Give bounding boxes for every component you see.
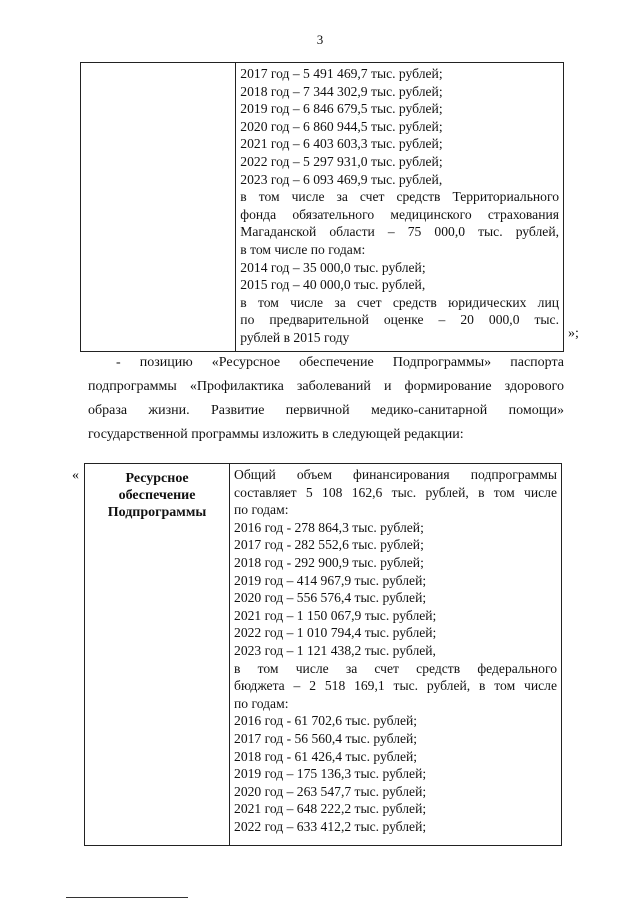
table-line: 2023 год – 6 093 469,9 тыс. рублей, (240, 171, 443, 187)
table-line: в том числе за счет средств Территориального (240, 189, 559, 205)
table-line: по предварительной оценке – 20 000,0 тыс. (240, 312, 559, 328)
table-line: 2021 год – 648 222,2 тыс. рублей; (234, 801, 427, 817)
table-line: по годам: (234, 695, 289, 711)
closing-quote: »; (568, 326, 579, 341)
funding-table-continued (80, 62, 564, 352)
table-line: 2022 год – 5 297 931,0 тыс. рублей; (240, 153, 443, 169)
heading-line: Подпрограммы (107, 505, 207, 520)
table-line: 2017 год - 56 560,4 тыс. рублей; (234, 730, 418, 746)
table-line: в том числе по годам: (240, 241, 366, 257)
opening-quote: « (72, 468, 79, 483)
paragraph-line: государственной программы изложить в следующей редакции: (88, 427, 464, 442)
table-line: 2014 год – 35 000,0 тыс. рублей; (240, 259, 426, 275)
table-line: 2016 год - 61 702,6 тыс. рублей; (234, 713, 418, 729)
table-line: 2020 год – 556 576,4 тыс. рублей; (234, 590, 427, 606)
table-line: 2019 год – 414 967,9 тыс. рублей; (234, 572, 427, 588)
paragraph-line: образа жизни. Развитие первичной медико-санитарной помощи» (88, 403, 564, 418)
table-line: 2018 год – 7 344 302,9 тыс. рублей; (240, 83, 443, 99)
table-line: 2019 год – 175 136,3 тыс. рублей; (234, 766, 427, 782)
table-value-cell (230, 464, 562, 846)
footer-rule (66, 897, 188, 898)
table-line: 2021 год – 6 403 603,3 тыс. рублей; (240, 136, 443, 152)
table-line: 2022 год – 633 412,2 тыс. рублей; (234, 818, 427, 834)
table-line: 2016 год - 278 864,3 тыс. рублей; (234, 519, 424, 535)
table-line: 2015 год – 40 000,0 тыс. рублей, (240, 277, 426, 293)
table-line: в том числе за счет средств федерального (234, 660, 557, 676)
page-number: 3 (316, 32, 324, 47)
table-line: рублей в 2015 году (240, 329, 350, 345)
table-line: 2021 год – 1 150 067,9 тыс. рублей; (234, 607, 437, 623)
table-line: 2017 год - 282 552,6 тыс. рублей; (234, 537, 424, 553)
table-line: Общий объем финансирования подпрограммы (234, 467, 557, 482)
table-line: 2020 год – 263 547,7 тыс. рублей; (234, 783, 427, 799)
amendment-paragraph (88, 351, 564, 447)
table-line: 2018 год - 61 426,4 тыс. рублей; (234, 748, 418, 764)
table-line: Магаданской области – 75 000,0 тыс. рублей, (240, 224, 559, 240)
table-line: 2017 год – 5 491 469,7 тыс. рублей; (240, 66, 443, 81)
heading-line: Ресурсное (125, 471, 189, 486)
table-line: фонда обязательного медицинского страхования (240, 206, 559, 222)
table-line: 2018 год - 292 900,9 тыс. рублей; (234, 554, 424, 570)
table-line: 2019 год – 6 846 679,5 тыс. рублей; (240, 101, 443, 117)
table-line: 2020 год – 6 860 944,5 тыс. рублей; (240, 118, 443, 134)
heading-line: обеспечение (118, 488, 196, 503)
table-heading-cell (85, 464, 230, 846)
table-line: 2022 год – 1 010 794,4 тыс. рублей; (234, 625, 437, 641)
paragraph-line: - позицию «Ресурсное обеспечение Подпрограммы» паспорта (116, 355, 564, 370)
resource-provision-table (84, 463, 562, 846)
table-value-cell (236, 63, 564, 352)
table-line: бюджета – 2 518 169,1 тыс. рублей, в том числе (234, 678, 557, 694)
table-line: составляет 5 108 162,6 тыс. рублей, в том числе (234, 484, 557, 500)
table-line: 2023 год – 1 121 438,2 тыс. рублей, (234, 642, 436, 658)
table-line: в том числе за счет средств юридических лиц (240, 294, 559, 310)
paragraph-line: подпрограммы «Профилактика заболеваний и формирование здорового (88, 379, 564, 394)
table-line: по годам: (234, 502, 289, 518)
table-label-cell-empty (81, 63, 236, 352)
